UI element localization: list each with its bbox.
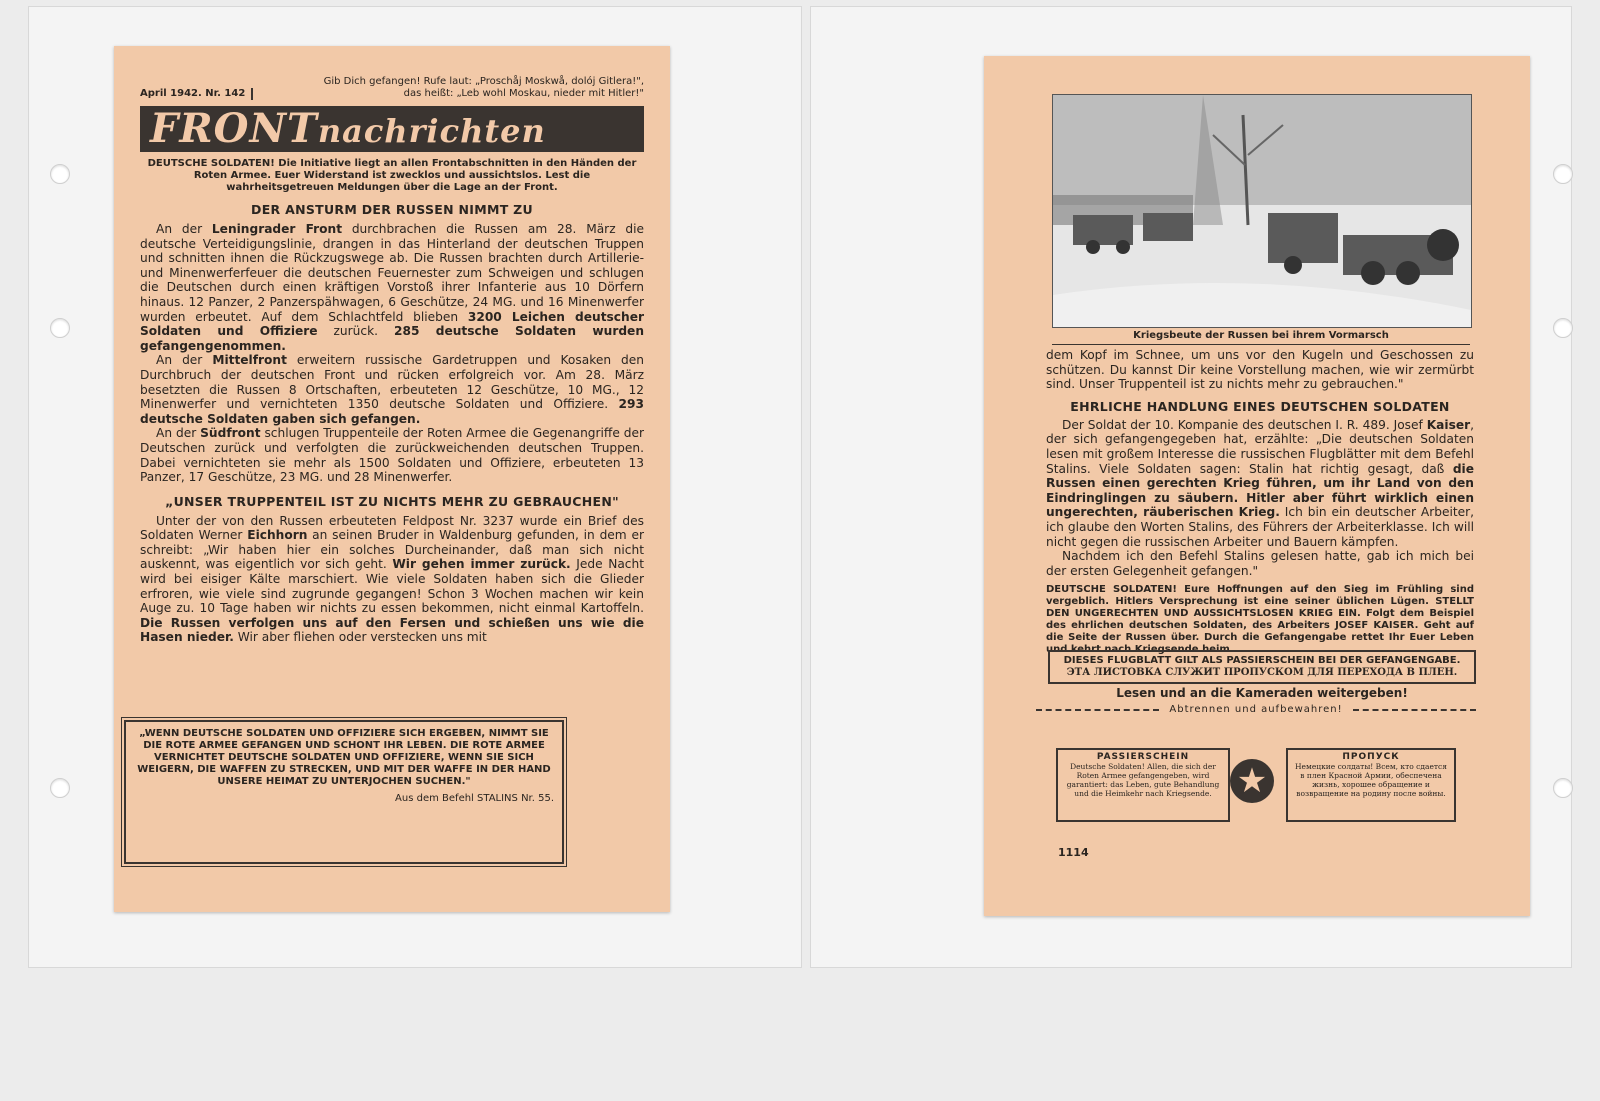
war-booty-photo bbox=[1052, 94, 1472, 328]
passierschein-german bbox=[1056, 748, 1230, 822]
binder-hole bbox=[1553, 778, 1573, 798]
slogan-line: Gib Dich gefangen! Rufe laut: „Proschåj Moskwå, dolój Gitlera!", bbox=[323, 76, 644, 87]
cut-instruction: Abtrennen und aufbewahren! bbox=[1169, 704, 1343, 715]
masthead bbox=[140, 106, 644, 152]
article-kaiser: Der Soldat der 10. Kompanie des deutschen I. R. 489. Josef Kaiser, der sich gefangengegeben hat, erzählte: „Die deutschen Soldaten lesen mit großem Interesse die russischen Flugblätter mit dem Befehl Stalins. Viele Soldaten sagen: Stalin hat richtig gesagt, daß die Russen einen gerechten Krieg führen, um ihr Land von den Eindringlingen zu säubern. Hitler aber führt wirklich einen ungerechten, räuberischen Krieg. Ich bin ein deutscher Arbeiter, ich glaube den Worten Stalins, des Führers der Arbeiterklasse. Ich will nicht gegen die russischen Arbeiter und Bauern kämpfen. bbox=[1046, 417, 1474, 549]
cut-line bbox=[1036, 704, 1476, 716]
intro-text: DEUTSCHE SOLDATEN! Die Initiative liegt an allen Frontabschnitten in den Händen der Roten Armee. Euer Widerstand ist zwecklos und aussichtslos. Lest die wahrheitsgetreuen Meldungen über die Lage an der Front. bbox=[147, 158, 637, 193]
binder-hole bbox=[50, 164, 70, 184]
safe-conduct-german: DIESES FLUGBLATT GILT ALS PASSIERSCHEIN BEI DER GEFANGENGABE. bbox=[1063, 655, 1461, 666]
binder-hole bbox=[50, 318, 70, 338]
photo-caption: Kriegsbeute der Russen bei ihrem Vormarsch bbox=[1052, 330, 1470, 345]
slogan-translation: das heißt: „Leb wohl Moskau, nieder mit Hitler!" bbox=[403, 88, 644, 99]
stub-german-text: Deutsche Soldaten! Allen, die sich der Roten Armee gefangengeben, wird garantiert: das Leben, gute Behandlung und die Heimkehr nach Kriegsende. bbox=[1066, 762, 1220, 798]
propusk-russian bbox=[1286, 748, 1456, 822]
stalin-quote: „WENN DEUTSCHE SOLDATEN UND OFFIZIERE SICH ERGEBEN, NIMMT SIE DIE ROTE ARMEE GEFANGEN UND SCHONT IHR LEBEN. DIE ROTE ARMEE VERNICHTET DEUTSCHE SOLDATEN UND OFFIZIERE, WENN SIE SICH WEIGERN, DIE WAFFEN ZU STRECKEN, UND MIT DER WAFFE IN DER HAND UNSERE HEIMAT ZU UNTERJOCHEN SUCHEN." bbox=[137, 728, 551, 787]
appeal-text: DEUTSCHE SOLDATEN! Eure Hoffnungen auf den Sieg im Frühling sind vergeblich. Hitlers Versprechung ist eine seiner üblichen Lügen. STELLT DEN UNGERECHTEN UND AUSSICHTSLOSEN KRIEG EIN. Folgt dem Beispiel des ehrlichen deutschen Soldaten, des Arbeiters JOSEF KAISER. Geht auf die Seite der Russen über. Durch die Gefangengabe rettet Ihr Euer Leben und kehrt nach Kriegsende heim. bbox=[1046, 584, 1474, 656]
binder-hole bbox=[50, 778, 70, 798]
safe-conduct-russian: ЭТА ЛИСТОВКА СЛУЖИТ ПРОПУСКОМ ДЛЯ ПЕРЕХОДА В ПЛЕН. bbox=[1066, 667, 1458, 678]
stub-russian-title: ПРОПУСК bbox=[1342, 752, 1400, 762]
article-kaiser-end: Nachdem ich den Befehl Stalins gelesen hatte, gab ich mich bei der ersten Gelegenheit gefangen." bbox=[1046, 549, 1474, 578]
article-suedfront: An der Südfront schlugen Truppenteile der Roten Armee die Gegenangriffe der Deutschen zurück und verfolgten die zurückweichenden deutschen Truppen. Dabei vernichteten sie mehr als 1500 Soldaten und Offiziere, erbeuteten 13 Panzer, 17 Geschütze, 23 MG. und 28 Minenwerfer. bbox=[140, 426, 644, 485]
binder-hole bbox=[1553, 318, 1573, 338]
masthead-nachrichten: nachrichten bbox=[317, 112, 546, 150]
red-star-emblem: ★ bbox=[1230, 759, 1274, 803]
snow-road-vehicles-image bbox=[1053, 95, 1471, 327]
leaflet-front-page bbox=[114, 46, 670, 912]
article-mittelfront: An der Mittelfront erweitern russische Gardetruppen und Kosaken den Durchbruch der deutschen Front und rücken erfolgreich vor. Am 28. März besetzten die Russen 8 Ortschaften, erbeuteten 12 Geschütze, 10 MG., 12 Minenwerfer und vernichteten 1350 deutsche Soldaten und Offiziere. 293 deutsche Soldaten gaben sich gefangen. bbox=[140, 353, 645, 426]
leaflet-back-page bbox=[984, 56, 1530, 916]
safe-conduct-notice bbox=[1048, 650, 1476, 684]
headline-honest-deed: EHRLICHE HANDLUNG EINES DEUTSCHEN SOLDATEN bbox=[1070, 398, 1450, 414]
article-letter: Unter der von den Russen erbeuteten Feldpost Nr. 3237 wurde ein Brief des Soldaten Werner Eichhorn an seinen Bruder in Waldenburg gefunden, in dem er schreibt: „Wir haben hier ein solches Durcheinander, daß man sich nicht auskennt, was eigentlich vor sich geht. Wir gehen immer zurück. Jede Nacht wird bei eisiger Kälte marschiert. Wie viele Soldaten haben sich die Glieder erfroren, wie viele sind zugrunde gegangen! Schon 3 Wochen machen wir kein Auge zu. 10 Tage haben wir nichts zu essen bekommen, nicht einmal Kartoffeln. Die Russen verfolgen uns auf den Fersen und schießen uns wie die Hasen nieder. Wir aber fliehen oder verstecken uns mit bbox=[140, 513, 644, 645]
letter-continuation: dem Kopf im Schnee, um uns vor den Kugeln und Geschossen zu schützen. Du kannst Dir keine Vorstellung machen, wie wir zermürbt sind. Unser Truppenteil ist zu nichts mehr zu gebrauchen." bbox=[1046, 348, 1474, 392]
stub-german-title: PASSIERSCHEIN bbox=[1096, 752, 1190, 762]
masthead-front: FRONT bbox=[150, 105, 318, 152]
stub-russian-text: Немецкие солдаты! Всем, кто сдается в плен Красной Армии, обеспечена жизнь, хорошее обращение и возвращение на родину после войны. bbox=[1295, 762, 1447, 798]
stalin-quote-box bbox=[124, 720, 564, 864]
quote-source: Aus dem Befehl STALINS Nr. 55. bbox=[395, 793, 554, 804]
headline-assault: DER ANSTURM DER RUSSEN NIMMT ZU bbox=[251, 202, 533, 217]
binder-hole bbox=[1553, 164, 1573, 184]
page-number: 1114 bbox=[1058, 846, 1089, 859]
headline-letter: „UNSER TRUPPENTEIL IST ZU NICHTS MEHR ZU GEBRAUCHEN" bbox=[165, 493, 619, 509]
pass-on-note: Lesen und an die Kameraden weitergeben! bbox=[1116, 686, 1408, 700]
issue-number: April 1942. Nr. 142 bbox=[140, 88, 253, 100]
article-leningrad: An der Leningrader Front durchbrachen die Russen am 28. März die deutsche Verteidigungslinie, drangen in das Hinterland der deutschen Truppen und schnitten ihnen die Rückzugswege ab. Die Russen brachten durch Artillerie- und Minenwerferfeuer die deutschen Feuernester zum Schweigen und schlugen die Deutschen durch einen kräftigen Vorstoß ihrer Infanterie aus 10 Dörfern hinaus. 12 Panzer, 2 Panzerspähwagen, 6 Geschütze, 24 MG. und 16 Minenwerfer wurden erbeutet. Auf dem Schlachtfeld blieben 3200 Leichen deutscher Soldaten und Offiziere zurück. 285 deutsche Soldaten wurden gefangengenommen. bbox=[140, 222, 645, 353]
